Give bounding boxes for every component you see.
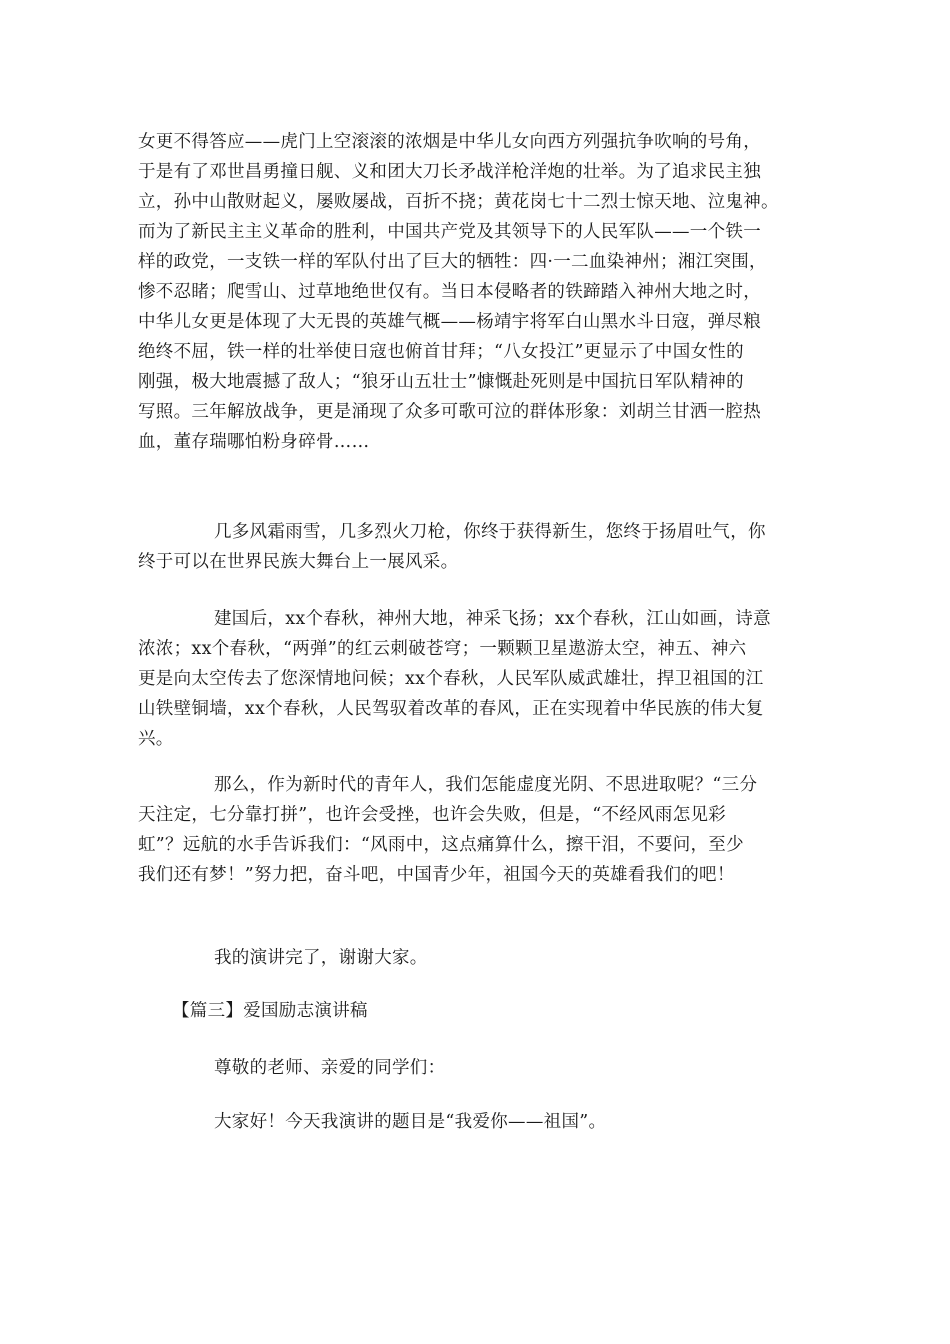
section-title: 【篇三】爱国励志演讲稿 xyxy=(172,1001,368,1021)
text-line: 惨不忍睹；爬雪山、过草地绝世仅有。当日本侵略者的铁蹄踏入神州大地之时， xyxy=(138,282,761,302)
paragraph-closing xyxy=(138,943,818,973)
paragraph-greeting xyxy=(138,1107,818,1137)
paragraph-salutation xyxy=(138,1053,818,1083)
text-line: 刚强，极大地震撼了敌人；“狼牙山五壮士”慷慨赴死则是中国抗日军队精神的 xyxy=(138,372,744,392)
text-line: 中华儿女更是体现了大无畏的英雄气概——杨靖宇将军白山黑水斗日寇，弹尽粮 xyxy=(138,312,761,332)
text-line: 虹”？远航的水手告诉我们：“风雨中，这点痛算什么，擦干泪，不要问，至少 xyxy=(138,835,744,855)
text-line: 立，孙中山散财起义，屡败屡战，百折不挠；黄花岗七十二烈士惊天地、泣鬼神。 xyxy=(138,192,779,212)
text-line: 绝终不屈，铁一样的壮举使日寇也俯首甘拜；“八女投江”更显示了中国女性的 xyxy=(138,342,744,362)
paragraph-new-birth xyxy=(138,517,818,577)
text-line: 终于可以在世界民族大舞台上一展风采。 xyxy=(138,552,459,572)
text-line: 我们还有梦！”努力把，奋斗吧，中国青少年，祖国今天的英雄看我们的吧！ xyxy=(138,865,735,885)
text-line: 而为了新民主主义革命的胜利，中国共产党及其领导下的人民军队——一个铁一 xyxy=(138,222,761,242)
text-line: 尊敬的老师、亲爱的同学们： xyxy=(214,1058,446,1078)
paragraph-youth xyxy=(138,770,818,890)
text-line: 山铁壁铜墙，xx个春秋，人民驾驭着改革的春风，正在实现着中华民族的伟大复 xyxy=(138,699,764,719)
text-line: 大家好！今天我演讲的题目是“我爱你——祖国”。 xyxy=(214,1112,607,1132)
text-line: 几多风霜雨雪，几多烈火刀枪，你终于获得新生，您终于扬眉吐气，你 xyxy=(214,522,766,542)
text-line: 建国后，xx个春秋，神州大地，神采飞扬；xx个春秋，江山如画，诗意 xyxy=(214,609,771,629)
text-line: 写照。三年解放战争，更是涌现了众多可歌可泣的群体形象：刘胡兰甘洒一腔热 xyxy=(138,402,761,422)
text-line: 血，董存瑞哪怕粉身碎骨…… xyxy=(138,432,370,452)
text-line: 兴。 xyxy=(138,729,174,749)
text-line: 天注定，七分靠打拼”，也许会受挫，也许会失败，但是，“不经风雨怎见彩 xyxy=(138,805,727,825)
section-heading xyxy=(172,996,852,1026)
text-line: 我的演讲完了，谢谢大家。 xyxy=(214,948,428,968)
text-line: 更是向太空传去了您深情地问候；xx个春秋，人民军队威武雄壮，捍卫祖国的江 xyxy=(138,669,764,689)
text-line: 于是有了邓世昌勇撞日舰、义和团大刀长矛战洋枪洋炮的壮举。为了追求民主独 xyxy=(138,162,761,182)
paragraph-after-founding xyxy=(138,604,818,754)
text-line: 那么，作为新时代的青年人，我们怎能虚度光阴、不思进取呢？“三分 xyxy=(214,775,758,795)
text-line: 浓浓；xx个春秋，“两弹”的红云刺破苍穹；一颗颗卫星遨游太空，神五、神六 xyxy=(138,639,747,659)
text-line: 样的政党，一支铁一样的军队付出了巨大的牺牲：四·一二血染神州；湘江突围， xyxy=(138,252,767,272)
text-line: 女更不得答应——虎门上空滚滚的浓烟是中华儿女向西方列强抗争吹响的号角， xyxy=(138,132,761,152)
paragraph-history xyxy=(138,127,818,457)
